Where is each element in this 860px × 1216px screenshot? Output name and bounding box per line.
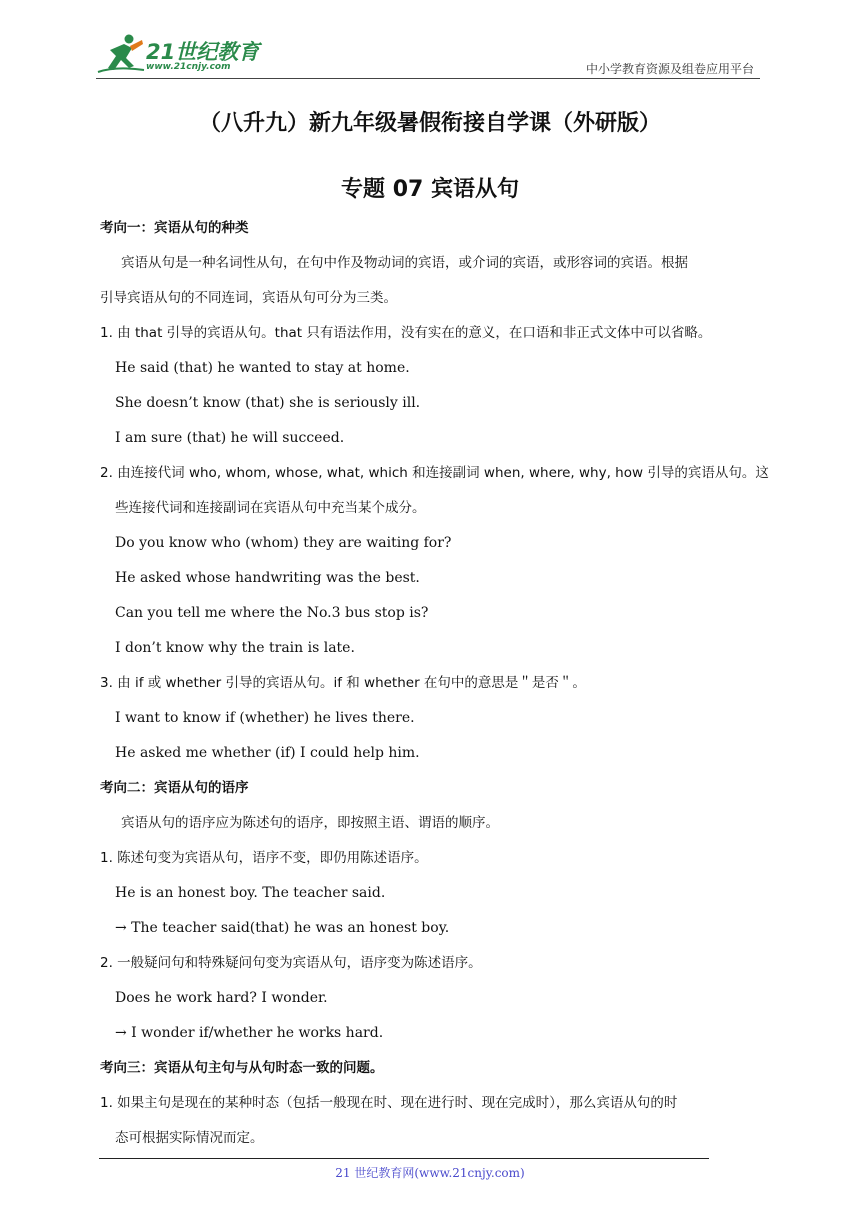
footer-divider — [99, 1158, 709, 1159]
example-sentence: He said (that) he wanted to stay at home. — [115, 360, 410, 376]
list-item-1: 1. 如果主句是现在的某种时态（包括一般现在时、现在进行时、现在完成时），那么宾语从句的时 — [100, 1095, 678, 1111]
example-sentence: She doesn’t know (that) she is seriously ill. — [115, 395, 421, 411]
paragraph-line: 态可根据实际情况而定。 — [115, 1130, 264, 1146]
logo-url: www.21cnjy.com — [146, 62, 231, 72]
document-title: （八升九）新九年级暑假衔接自学课（外研版） — [198, 111, 661, 136]
paragraph-line: 宾语从句是一种名词性从句，在句中作及物动词的宾语，或介词的宾语，或形容词的宾语。根据 — [121, 255, 688, 271]
example-sentence: I want to know if (whether) he lives there. — [115, 710, 415, 726]
example-sentence: I am sure (that) he will succeed. — [115, 430, 345, 446]
example-sentence: Do you know who (whom) they are waiting for? — [115, 535, 452, 551]
example-sentence: Can you tell me where the No.3 bus stop is? — [115, 605, 429, 621]
paragraph-line: 些连接代词和连接副词在宾语从句中充当某个成分。 — [115, 500, 426, 516]
section-heading-3: 考向三：宾语从句主句与从句时态一致的问题。 — [100, 1060, 384, 1076]
example-sentence: He asked whose handwriting was the best. — [115, 570, 420, 586]
example-transform: → The teacher said(that) he was an honest boy. — [115, 920, 450, 936]
example-transform: → I wonder if/whether he works hard. — [115, 1025, 384, 1041]
list-item-2: 2. 一般疑问句和特殊疑问句变为宾语从句，语序变为陈述语序。 — [100, 955, 482, 971]
list-item-1: 1. 由 that 引导的宾语从句。that 只有语法作用，没有实在的意义，在口语和非正式文体中可以省略。 — [100, 325, 712, 341]
list-item-1: 1. 陈述句变为宾语从句，语序不变，即仍用陈述语序。 — [100, 850, 428, 866]
document-subtitle: 专题 07 宾语从句 — [341, 177, 519, 202]
example-sentence: He is an honest boy. The teacher said. — [115, 885, 386, 901]
list-item-3: 3. 由 if 或 whether 引导的宾语从句。if 和 whether 在句中的意思是＂是否＂。 — [100, 675, 586, 691]
brand-logo — [96, 32, 266, 78]
paragraph-line: 宾语从句的语序应为陈述句的语序，即按照主语、谓语的顺序。 — [121, 815, 499, 831]
logo-text: 21世纪教育 — [146, 40, 260, 64]
footer-text: 21 世纪教育网(www.21cnjy.com) — [335, 1166, 525, 1180]
list-item-2: 2. 由连接代词 who, whom, whose, what, which 和连接副词 when, where, why, how 引导的宾语从句。这 — [100, 465, 769, 481]
paragraph-line: 引导宾语从句的不同连词，宾语从句可分为三类。 — [100, 290, 397, 306]
header-divider — [96, 78, 760, 79]
section-heading-1: 考向一：宾语从句的种类 — [100, 220, 249, 236]
example-sentence: I don’t know why the train is late. — [115, 640, 355, 656]
platform-label: 中小学教育资源及组卷应用平台 — [585, 62, 754, 76]
example-sentence: He asked me whether (if) I could help him. — [115, 745, 420, 761]
example-sentence: Does he work hard? I wonder. — [115, 990, 328, 1006]
section-heading-2: 考向二：宾语从句的语序 — [100, 780, 249, 796]
page-header — [96, 32, 760, 78]
runner-logo-icon — [96, 32, 148, 76]
